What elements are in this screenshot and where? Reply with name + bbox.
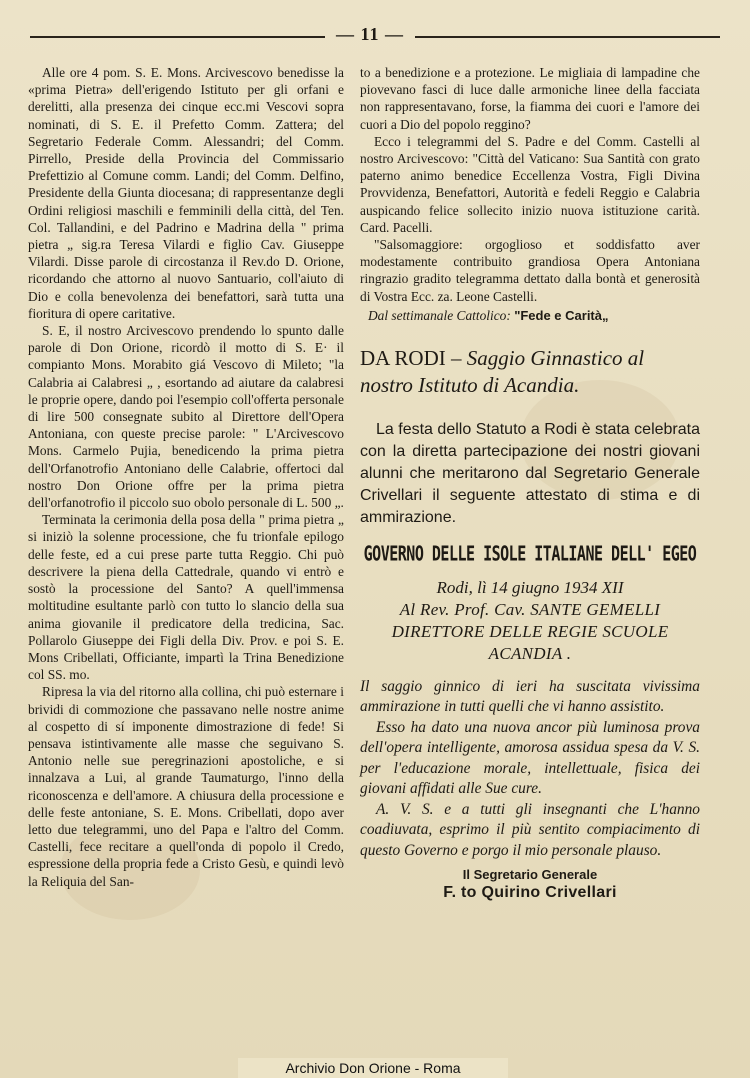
header-rule-right xyxy=(415,36,720,38)
dateline: Rodi, lì 14 giugno 1934 XII xyxy=(436,577,624,597)
left-column xyxy=(28,64,344,890)
telegram-paragraph: A. V. S. e a tutti gli insegnanti che L'hanno coadiuvata, esprimo il più sentito compiacimento di questo Governo e porgo il mio personale plauso. xyxy=(360,800,700,859)
page-header xyxy=(30,24,720,46)
archive-watermark: Archivio Don Orione - Roma xyxy=(238,1058,508,1078)
headline-prefix: DA RODI – xyxy=(360,345,462,370)
right-column xyxy=(360,64,700,902)
telegram-paragraph: Il saggio ginnico di ieri ha suscitata vivissima ammirazione in tutti quelli che vi hanno assistito. xyxy=(360,677,700,716)
page-number: — 11 — xyxy=(335,24,404,44)
paragraph: Ecco i telegrammi del S. Padre e del Comm. Castelli al nostro Arcivescovo: "Città del Vaticano: Sua Santità con grato paterno animo benedice Eccellenza Vostra, Figli Divina Provvidenza, Benefattori, Autorità e fedeli Reggio e Calabria auspicando felice sollecito inizio nuova istituzione carità. Card. Pacelli. xyxy=(360,133,700,235)
telegram-paragraph: Esso ha dato una nuova ancor più luminosa prova dell'opera intelligente, amorosa assidua spesa da V. S. per l'educazione morale, intellettuale, fisica dei giovani affidati alle Sue cure. xyxy=(360,718,700,798)
addressee-line: ACANDIA . xyxy=(488,643,572,663)
signature-title: Il Segretario Generale xyxy=(462,867,598,883)
signature-name: F. to Quirino Crivellari xyxy=(443,884,617,902)
paragraph: to a benedizione e a protezione. Le migliaia di lampadine che piovevano fasci di luce dalle armoniche linee della facciata non rappresentavano, forse, la fiamma dei cuori e l'amore dei cuori a Dio del popolo reggino? xyxy=(360,65,700,132)
addressee-line: Al Rev. Prof. Cav. SANTE GEMELLI xyxy=(399,599,661,619)
paragraph: "Salsomaggiore: orgoglioso et soddisfatto aver modestamente contribuito grandiosa Opera Antoniana ringrazio gradito telegramma dettato dalla bontà et generosità di Vostra Ecc. za. Leone Castelli. xyxy=(360,237,700,304)
addressee-line: DIRETTORE DELLE REGIE SCUOLE xyxy=(391,621,669,641)
article-lead: La festa dello Statuto a Rodi è stata celebrata con la diretta partecipazione dei nostri giovani alunni che meritarono dal Segretario Generale Crivellari il seguente attestato di stima e di ammirazione. xyxy=(360,420,700,526)
paragraph: S. E, il nostro Arcivescovo prendendo lo spunto dalle parole di Don Orione, ricordò il motto di S. E· il compianto Mons. Morabito giá Vescovo di Mileto; "la Calabria ai Calabresi „ , esortando ad aiutare da calabresi le proprie opere, dando poi l'esempio coll'offerta personale di lire 500 consegnate subito al Direttore dell'Opera Antoniana, con queste precise parole: " L'Arcivescovo Mons. Carmelo Pujia, benedicendo la prima pietra dell'Orfanotrofio Antoniano delle Calabrie, offertoci dal nostro Don Orione offre per la prima pietra dell'orfanotrofio il piccolo suo obolo personale di L. 500 „. xyxy=(28,323,344,511)
article-headline xyxy=(360,345,700,399)
headline-title: Saggio Ginnastico al nostro Istituto di Acandia. xyxy=(360,345,645,397)
header-rule-left xyxy=(30,36,325,38)
source-label: Dal settimanale Cattolico: xyxy=(368,307,511,323)
paragraph: Alle ore 4 pom. S. E. Mons. Arcivescovo benedisse la «prima Pietra» dell'erigendo Istituto per gli orfani e derelitti, alla presenza dei cinque ecc.mi Vescovi sopra nominati, di S. E. il Prefetto Comm. Zattera; del Segretario Federale Comm. Alessandri; del Comm. Pirrello, Preside della Provincia del Commissario Prefettizio al Comune comm. Landi; del Comm. Delfino, Presidente della Giunta diocesana; di rappresentanze degli Ordini religiosi maschili e femminili della città, del Ten. Col. Tallandini, e del Padrino e Madrina della " prima pietra „ sig.ra Teresa Vilardi e figlio Cav. Giuseppe Vilardi. Disse parole di circostanza il Rev.do D. Orione, ricordando che attorno al nuovo Santuario, coll'aiuto di Dio e colla benevolenza dei benefattori, sarà tutta una fioritura di opere caritative. xyxy=(28,65,344,321)
paragraph: Terminata la cerimonia della posa della " prima pietra „ si iniziò la solenne processione, che fu trionfale epilogo delle feste, ed a cui prese parte tutta Reggio. Chi può descrivere la piena della Cattedrale, quando vi entrò e sostò la processione del Santo? A quell'immensa moltitudine esultante parlò con tutto lo slancio della sua anima giovanile il predicatore della tredicina, Sac. Pollarolo Giuseppe dei Figli della Div. Prov. e poi S. E. Mons Cribellati, Officiante, impartì la Trina Benedizione col SS. mo. xyxy=(28,512,344,683)
source-name: "Fede e Carità„ xyxy=(514,307,609,323)
source-attribution xyxy=(360,307,700,325)
paragraph: Ripresa la via del ritorno alla collina, chi può esternare i brividi di commozione che passavano nelle nostre anime al cospetto di sí imponente dimostrazione di fede! Si pensava istintivamente alle masse che seguivano S. Antonio nelle sue peregrinazioni apostoliche, e si innalzava a Lui, al grande Taumaturgo, l'inno della riconoscenza e dell'amore. A chiusura della processione e delle feste antoniane, S. E. Mons. Cribellati, dopo aver letto due telegrammi, uno del Papa e l'altro del Comm. Castelli, fece recitare a quell'onda di popolo il Credo, espressione della propria fede a Cristo Gesù, e quindi levò la Reliquia del San- xyxy=(28,684,344,889)
government-heading: GOVERNO DELLE ISOLE ITALIANE DELL' EGEO xyxy=(363,541,697,566)
telegram-text xyxy=(360,677,700,862)
